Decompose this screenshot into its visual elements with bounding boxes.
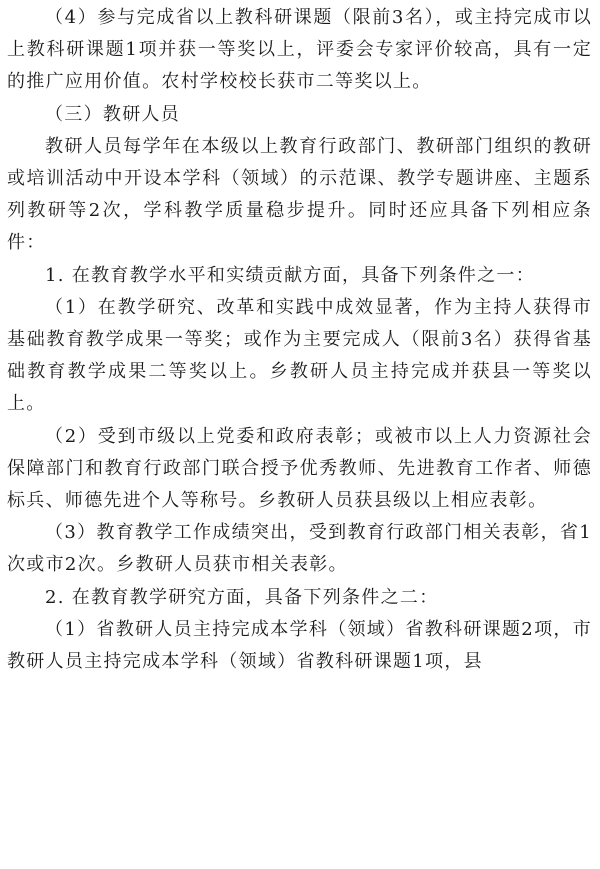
paragraph-condition-1-item-3: （3）教育教学工作成绩突出，受到教育行政部门相关表彰，省1次或市2次。乡教研人员获市相关表彰。 xyxy=(7,522,592,576)
paragraph-condition-1-item-2: （2）受到市级以上党委和政府表彰；或被市以上人力资源社会保障部门和教育行政部门联合授予优秀教师、先进教育工作者、师德标兵、师德先进个人等称号。乡教研人员获县级以上相应表彰。 xyxy=(7,425,592,512)
paragraph-condition-1-item-1: （1）在教学研究、改革和实践中成效显著，作为主持人获得市基础教育教学成果一等奖；或作为主要完成人（限前3名）获得省基础教育教学成果二等奖以上。乡教研人员主持完成并获县一等奖以上。 xyxy=(7,296,592,415)
paragraph-research-staff-intro: 教研人员每学年在本级以上教育行政部门、教研部门组织的教研或培训活动中开设本学科（领域）的示范课、教学专题讲座、主题系列教研等2次，学科教学质量稳步提升。同时还应具备下列相应条件： xyxy=(7,135,592,254)
paragraph-condition-2-heading: 2. 在教育教学研究方面，具备下列条件之二： xyxy=(45,586,439,608)
paragraph-condition-1-heading: 1. 在教育教学水平和实绩贡献方面，具备下列条件之一： xyxy=(45,264,535,286)
section-heading-research-staff: （三）教研人员 xyxy=(45,103,181,125)
paragraph-condition-2-item-1: （1）省教研人员主持完成本学科（领域）省教科研课题2项，市教研人员主持完成本学科（领域）省教科研课题1项，县 xyxy=(7,618,592,673)
paragraph-item-4-research: （4）参与完成省以上教科研课题（限前3名），或主持完成市以上教科研课题1项并获一等奖以上，评委会专家评价较高，具有一定的推广应用价值。农村学校校长获市二等奖以上。 xyxy=(7,7,592,93)
